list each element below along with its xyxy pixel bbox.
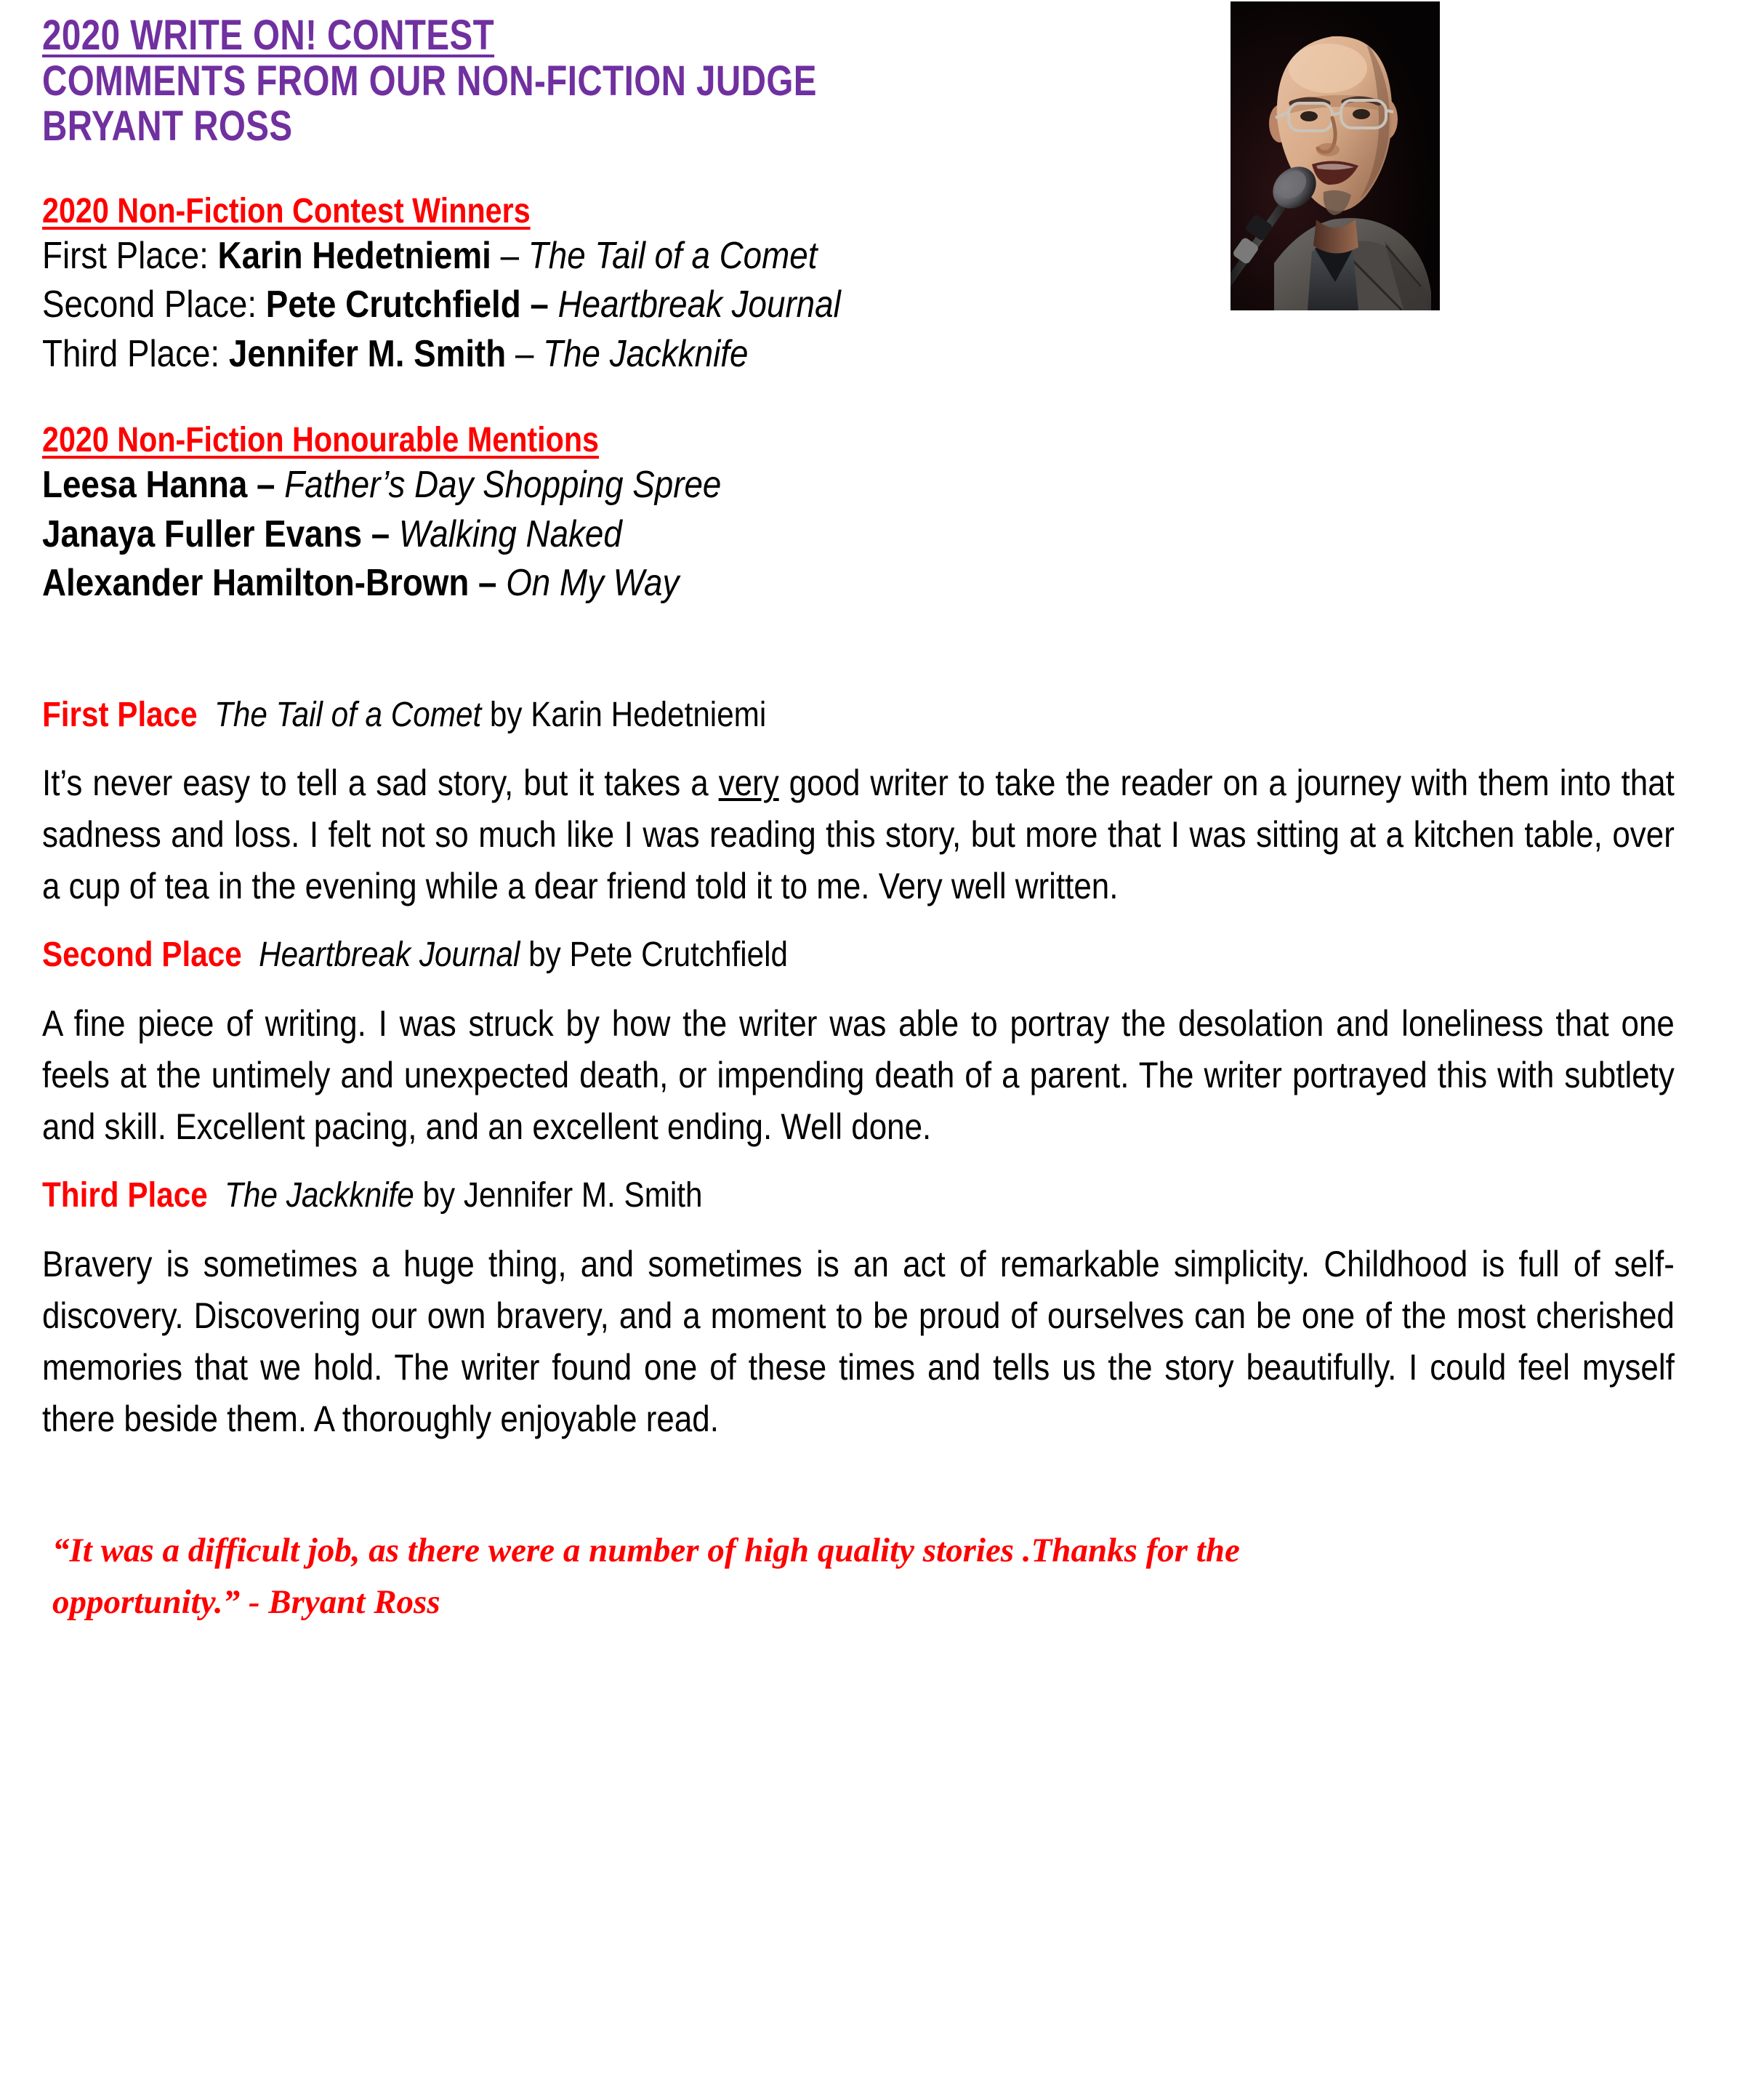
review-work-title: The Tail of a Comet [214, 695, 482, 734]
honourable-mentions-section [42, 421, 1675, 608]
winner-row-first [42, 232, 1479, 281]
review-byline: by Karin Hedetniemi [481, 695, 767, 734]
review-place-label: Second Place [42, 936, 242, 975]
honourable-mentions-heading: 2020 Non-Fiction Honourable Mentions [42, 421, 600, 460]
mention-title: Father’s Day Shopping Spree [284, 464, 722, 507]
winner-title: Heartbreak Journal [557, 283, 841, 326]
review-body-third: Bravery is sometimes a huge thing, and sometimes is an act of remarkable simplicity. Childhood is full of self-discovery. Discovering our own bravery, and a moment to be proud of ourselves can be one of the most cherished memories that we hold. The writer found one of these times and tells us the story beautifully. I could feel myself there beside them. A thoroughly enjoyable read. [42, 1243, 1675, 1439]
winner-row-second [42, 281, 1479, 330]
review-heading-first [42, 694, 1479, 736]
review-heading-third [42, 1175, 1479, 1217]
winner-place-label: Third Place: [42, 332, 229, 375]
mention-row-3 [42, 559, 1479, 608]
review-second-place [42, 934, 1675, 1153]
winner-name: Pete Crutchfield – [265, 283, 558, 326]
winner-dash: – [491, 234, 528, 277]
winners-heading: 2020 Non-Fiction Contest Winners [42, 191, 531, 230]
review-body-part-2: good writer to take the reader on a journey with them into that sadness and loss. I felt not so much like I was reading this story, but more that I was sitting at a kitchen table, over a cup of tea in the evening while a dear friend told it to me. Very well written. [42, 763, 1675, 907]
review-place-label: Third Place [42, 1176, 208, 1215]
review-work-title: The Jackknife [225, 1176, 414, 1215]
mention-title: Walking Naked [398, 512, 622, 555]
winner-name: Jennifer M. Smith [228, 332, 507, 375]
winner-row-third [42, 330, 1479, 379]
review-body-second: A fine piece of writing. I was struck by how the writer was able to portray the desolation and loneliness that one feels at the untimely and unexpected death, or impending death of a parent. The writer portrayed this with subtlety and skill. Excellent pacing, and an excellent ending. Well done. [42, 1003, 1675, 1148]
mention-name: Leesa Hanna – [42, 464, 285, 507]
winner-title: The Tail of a Comet [528, 234, 818, 277]
review-place-label: First Place [42, 695, 198, 734]
review-third-place [42, 1175, 1675, 1445]
review-body-first [42, 757, 1675, 912]
review-body-part-1: It’s never easy to tell a sad story, but it takes a [42, 763, 719, 804]
winner-name: Karin Hedetniemi [217, 234, 491, 277]
review-first-place [42, 694, 1675, 913]
mention-name: Alexander Hamilton-Brown – [42, 562, 507, 605]
header-title-line-3: BRYANT ROSS [42, 102, 293, 150]
closing-quote-line-2: opportunity.” - Bryant Ross [52, 1583, 440, 1622]
winner-place-label: Second Place: [42, 283, 266, 326]
review-byline: by Pete Crutchfield [520, 936, 788, 975]
closing-quote [52, 1525, 1673, 1629]
header-title-line-1: 2020 WRITE ON! CONTEST [42, 12, 495, 59]
document-header [42, 13, 1176, 150]
mention-title: On My Way [506, 562, 680, 605]
header-title-line-2: COMMENTS FROM OUR NON-FICTION JUDGE [42, 57, 817, 105]
review-byline: by Jennifer M. Smith [414, 1176, 703, 1215]
winner-dash: – [506, 332, 544, 375]
closing-quote-line-1: “It was a difficult job, as there were a number of high quality stories .Thanks for the [52, 1531, 1240, 1569]
mention-row-1 [42, 461, 1479, 510]
review-body-emphasis: very [718, 763, 779, 804]
mention-row-2 [42, 510, 1479, 560]
review-work-title: Heartbreak Journal [259, 936, 520, 975]
review-heading-second [42, 934, 1479, 976]
winner-place-label: First Place: [42, 234, 218, 277]
mention-name: Janaya Fuller Evans – [42, 512, 399, 555]
winner-title: The Jackknife [543, 332, 749, 375]
